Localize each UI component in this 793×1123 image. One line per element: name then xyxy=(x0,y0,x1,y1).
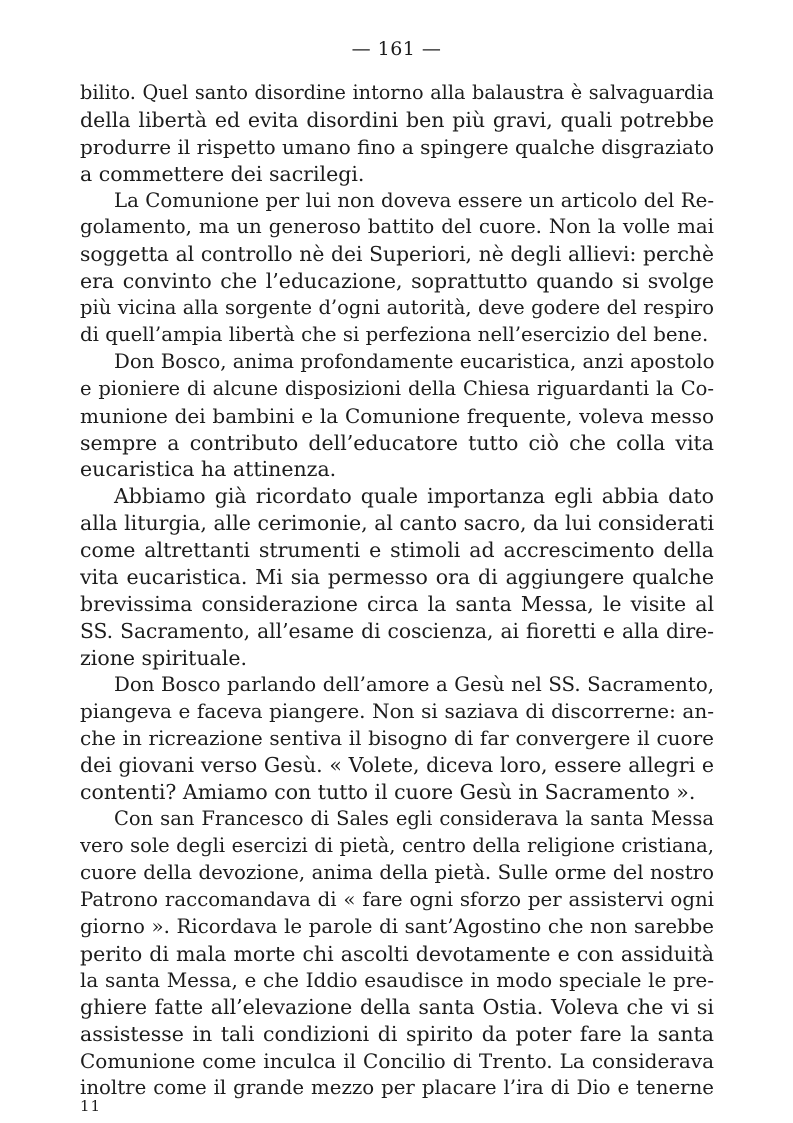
text-line: Comunione come inculca il Concilio di Trento. La considerava xyxy=(80,1049,714,1074)
text-line: dei giovani verso Gesù. « Volete, diceva loro, essere allegri e xyxy=(80,753,714,778)
text-line: a commettere dei sacrilegi. xyxy=(80,161,365,186)
text-line: munione dei bambini e la Comunione frequente, voleva messo xyxy=(80,403,714,428)
text-line: giorno ». Ricordava le parole di sant’Agostino che non sarebbe xyxy=(80,914,714,938)
text-line: contenti? Amiamo con tutto il cuore Gesù in Sacramento ». xyxy=(80,780,696,805)
text-line: più vicina alla sorgente d’ogni autorità, deve godere del respiro xyxy=(80,296,714,320)
text-line: produrre il rispetto umano fino a spingere qualche disgraziato xyxy=(80,134,714,159)
text-line: cuore della devozione, anima della pietà. Sulle orme del nostro xyxy=(80,860,714,884)
text-line: ghiere fatte all’elevazione della santa Ostia. Voleva che vi si xyxy=(80,995,714,1020)
text-line: della libertà ed evita disordini ben più gravi, quali potrebbe xyxy=(80,107,714,132)
text-line: bilito. Quel santo disordine intorno alla balaustra è salvaguardia xyxy=(80,81,714,104)
text-line: SS. Sacramento, all’esame di coscienza, ai fioretti e alla dire- xyxy=(80,618,714,643)
text-line: sempre a contributo dell’educatore tutto ciò che colla vita xyxy=(80,430,714,455)
text-line: assistesse in tali condizioni di spirito da poter fare la santa xyxy=(80,1022,714,1047)
text-line: come altrettanti strumenti e stimoli ad accrescimento della xyxy=(80,538,714,563)
text-line: perito di mala morte chi ascolti devotamente e con assiduità xyxy=(80,941,714,966)
body-text xyxy=(80,80,714,1102)
text-line: eucaristica ha attinenza. xyxy=(80,457,337,482)
text-line: di quell’ampia libertà che si perfeziona nell’esercizio del bene. xyxy=(80,323,709,347)
text-line: Patrono raccomandava di « fare ogni sforzo per assistervi ogni xyxy=(80,887,714,911)
text-line: Don Bosco, anima profondamente eucaristica, anzi apostolo xyxy=(114,349,714,373)
text-line: soggetta al controllo nè dei Superiori, nè degli allievi: perchè xyxy=(80,242,714,267)
text-line: zione spirituale. xyxy=(80,645,247,670)
text-line: Don Bosco parlando dell’amore a Gesù nel SS. Sacramento, xyxy=(114,672,714,696)
text-line: Abbiamo già ricordato quale importanza egli abbia dato xyxy=(114,484,714,509)
text-line: era convinto che l’educazione, soprattutto quando si svolge xyxy=(80,269,714,294)
text-line: golamento, ma un generoso battito del cuore. Non la volle mai xyxy=(80,215,714,239)
text-line: La Comunione per lui non doveva essere un articolo del Re- xyxy=(114,188,714,212)
text-line: e pioniere di alcune disposizioni della Chiesa riguardanti la Co- xyxy=(80,376,714,400)
text-line: Con san Francesco di Sales egli considerava la santa Messa xyxy=(114,807,714,831)
text-line: vero sole degli esercizi di pietà, centro della religione cristiana, xyxy=(80,833,714,857)
text-line: vita eucaristica. Mi sia permesso ora di aggiungere qualche xyxy=(80,565,714,590)
signature-mark: 11 xyxy=(80,1097,102,1115)
text-line: la santa Messa, e che Iddio esaudisce in modo speciale le pre- xyxy=(80,968,714,993)
text-line: brevissima considerazione circa la santa Messa, le visite al xyxy=(80,591,714,616)
text-line: inoltre come il grande mezzo per placare l’ira di Dio e tenerne xyxy=(80,1075,714,1099)
text-line: che in ricreazione sentiva il bisogno di far convergere il cuore xyxy=(80,726,714,751)
text-line: alla liturgia, alle cerimonie, al canto sacro, da lui considerati xyxy=(80,511,714,536)
page-number: — 161 — xyxy=(351,38,442,60)
text-line: piangeva e faceva piangere. Non si saziava di discorrerne: an- xyxy=(80,699,714,724)
